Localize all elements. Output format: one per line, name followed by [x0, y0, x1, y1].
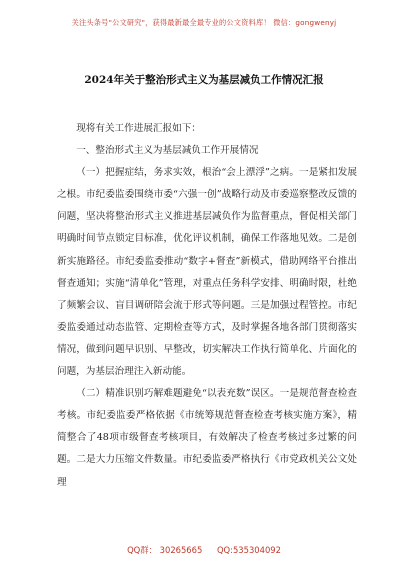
section-heading: 一、整治形式主义为基层减负工作开展情况 [76, 145, 259, 157]
body-paragraph: （二）精准识别巧解难题避免“以表充数”误区。一是规范督查检查考核。市纪委监委严格依据《市统筹规范督查检查考核实施方案》，精简整合了48项市级督查考核项目，有效解决了检查考核过多过繁的问题。二是大力压缩文件数量。市纪委监委严格执行《市党政机关公文处理 [57, 388, 357, 488]
footer-qq: QQ:535304092 [216, 545, 281, 555]
body-paragraph: （一）把握症结，务求实效，根治“会上漂浮”之病。一是紧扣发展之根。市纪委监委围绕市委“六强一创”战略行动及市委巡察整改反馈的问题，坚决将整治形式主义推进基层减负作为监督重点，督促相关部门明确时间节点锁定目标准，优化评议机制，确保工作落地见效。二是创新实施路径。市纪委监委推动“数字+督查”新模式，借助网络平台推出督查通知；实施“清单化”管理，对重点任务科学安排、明确时限，杜绝了频繁会议、盲目调研陪会流于形式等问题。三是加强过程管控。市纪委监委通过动态监管、定期检查等方式，及时掌握各地各部门贯彻落实情况，做到问题早识别、早整改，切实解决工作执行简单化、片面化的问题，为基层治理注入新动能。 [57, 167, 357, 378]
document-body [57, 118, 357, 494]
document-title: 2024年关于整治形式主义为基层减负工作情况汇报 [84, 74, 324, 86]
footer [0, 544, 408, 556]
footer-qq-group: QQ群： 30265665 [127, 545, 203, 555]
top-banner: 关注头条号"公文研究"，获得最新最全最专业的公文资料库！ 微信：gongwenyj [71, 18, 337, 27]
intro-paragraph: 现将有关工作进展汇报如下： [76, 123, 201, 134]
